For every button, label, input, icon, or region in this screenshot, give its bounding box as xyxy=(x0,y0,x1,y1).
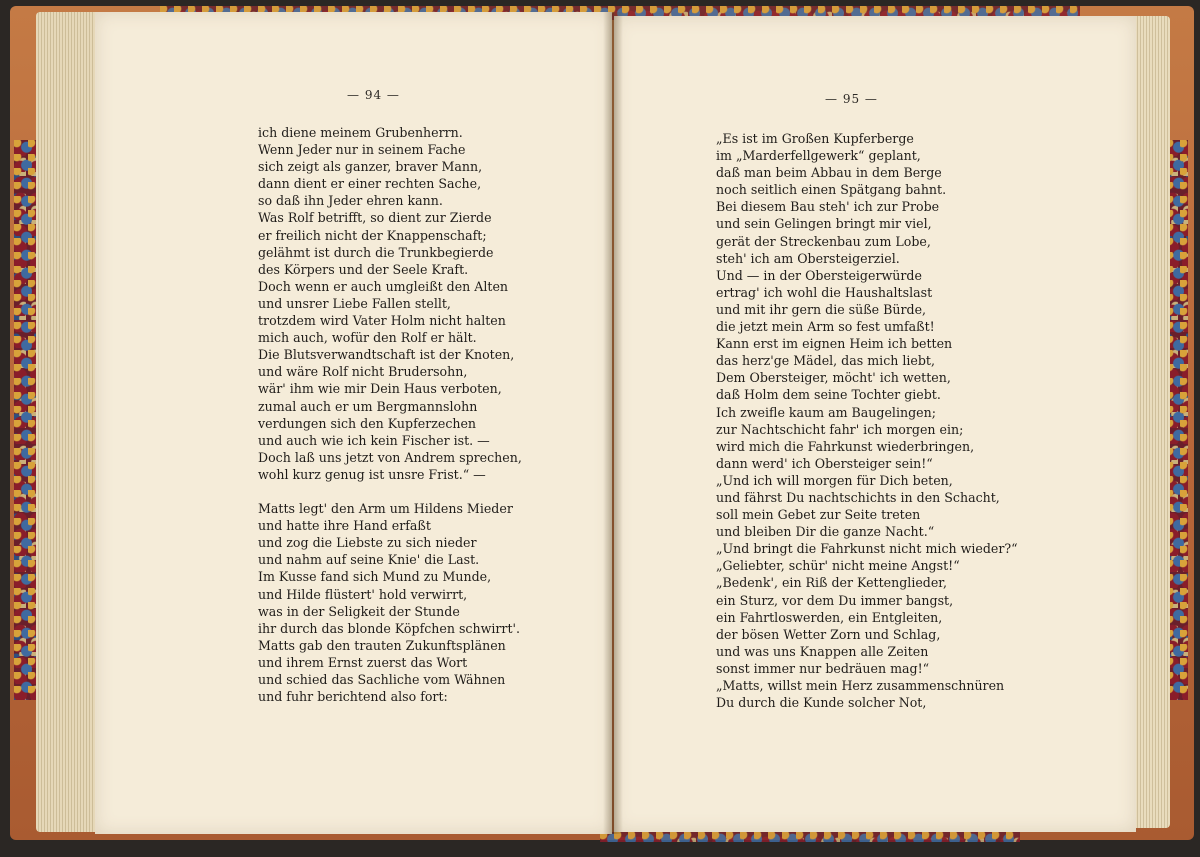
text-line: und sein Gelingen bringt mir viel, xyxy=(716,216,932,232)
text-line: zumal auch er um Bergmannslohn xyxy=(258,398,478,414)
text-line: Kann erst im eignen Heim ich betten xyxy=(716,336,953,352)
book-gutter xyxy=(603,12,623,834)
text-line: und fuhr berichtend also fort: xyxy=(258,689,448,705)
text-line: und zog die Liebste zu sich nieder xyxy=(258,535,477,551)
text-line: der bösen Wetter Zorn und Schlag, xyxy=(716,626,941,642)
text-line: „Matts, willst mein Herz zusammenschnüren xyxy=(716,678,1005,693)
left-page-text xyxy=(258,124,558,705)
text-line: ein Sturz, vor dem Du immer bangst, xyxy=(716,592,954,608)
text-line: Bei diesem Bau steh' ich zur Probe xyxy=(716,199,940,215)
text-line: Doch wenn er auch umgleißt den Alten xyxy=(258,278,509,294)
text-line: verdungen sich den Kupferzechen xyxy=(258,415,477,431)
text-line: Matts legt' den Arm um Hildens Mieder xyxy=(258,501,513,517)
text-line: ihr durch das blonde Köpfchen schwirrt'. xyxy=(258,620,520,636)
text-line: und ihrem Ernst zuerst das Wort xyxy=(258,654,468,670)
text-line: was in der Seligkeit der Stunde xyxy=(258,603,460,619)
text-line: Im Kusse fand sich Mund zu Munde, xyxy=(258,569,492,585)
text-line: und hatte ihre Hand erfaßt xyxy=(258,518,431,534)
text-line: so daß ihn Jeder ehren kann. xyxy=(258,193,443,209)
text-line: und nahm auf seine Knie' die Last. xyxy=(258,552,480,568)
text-line: und unsrer Liebe Fallen stellt, xyxy=(258,295,451,311)
text-line: ich diene meinem Grubenherrn. xyxy=(258,125,463,140)
text-line: Du durch die Kunde solcher Not, xyxy=(716,695,927,711)
text-line: dann werd' ich Obersteiger sein!“ xyxy=(716,455,933,471)
text-line: ertrag' ich wohl die Haushaltslast xyxy=(716,284,933,300)
marbled-endpaper-left xyxy=(14,140,36,700)
text-line: Und — in der Obersteigerwürde xyxy=(716,267,922,283)
text-line: wär' ihm wie mir Dein Haus verboten, xyxy=(258,381,502,397)
page-number-right: — 95 — xyxy=(825,92,878,106)
page-stack-left xyxy=(36,12,100,832)
text-line: wird mich die Fahrkunst wiederbringen, xyxy=(716,438,975,454)
text-line: trotzdem wird Vater Holm nicht halten xyxy=(258,313,506,329)
text-line xyxy=(258,483,558,500)
text-line: dann dient er einer rechten Sache, xyxy=(258,176,482,192)
text-line: die jetzt mein Arm so fest umfaßt! xyxy=(716,319,935,335)
text-line: gerät der Streckenbau zum Lobe, xyxy=(716,233,931,249)
text-line: und wäre Rolf nicht Brudersohn, xyxy=(258,364,468,380)
text-line: das herz'ge Mädel, das mich liebt, xyxy=(716,353,935,369)
text-line: noch seitlich einen Spätgang bahnt. xyxy=(716,182,947,198)
text-line: sich zeigt als ganzer, braver Mann, xyxy=(258,159,483,175)
text-line: Die Blutsverwandtschaft ist der Knoten, xyxy=(258,347,515,363)
text-line: „Und ich will morgen für Dich beten, xyxy=(716,472,953,488)
text-line: „Geliebter, schür' nicht meine Angst!“ xyxy=(716,558,960,574)
text-line: Matts gab den trauten Zukunftsplänen xyxy=(258,637,506,653)
text-line: und auch wie ich kein Fischer ist. — xyxy=(258,432,490,448)
text-line: mich auch, wofür den Rolf er hält. xyxy=(258,330,477,346)
text-line: „Bedenk', ein Riß der Kettenglieder, xyxy=(716,575,947,591)
text-line: und schied das Sachliche vom Wähnen xyxy=(258,672,506,687)
text-line: wohl kurz genug ist unsre Frist.“ — xyxy=(258,466,486,482)
right-page-text xyxy=(716,130,1036,711)
text-line: „Und bringt die Fahrkunst nicht mich wieder?“ xyxy=(716,541,1018,557)
text-line: ein Fahrtloswerden, ein Entgleiten, xyxy=(716,609,943,625)
text-line: Was Rolf betrifft, so dient zur Zierde xyxy=(258,210,492,226)
page-stack-right xyxy=(1132,16,1170,828)
text-line: sonst immer nur bedräuen mag!“ xyxy=(716,660,930,676)
text-line: gelähmt ist durch die Trunkbegierde xyxy=(258,244,494,260)
text-line: Doch laß uns jetzt von Andrem sprechen, xyxy=(258,449,522,465)
text-line: Wenn Jeder nur in seinem Fache xyxy=(258,142,466,158)
text-line: und bleiben Dir die ganze Nacht.“ xyxy=(716,524,935,540)
page-number-left: — 94 — xyxy=(347,88,400,102)
text-line: Dem Obersteiger, möcht' ich wetten, xyxy=(716,370,951,386)
text-line: „Es ist im Großen Kupferberge xyxy=(716,131,914,146)
text-line: und fährst Du nachtschichts in den Schacht, xyxy=(716,489,1000,505)
text-line: und was uns Knappen alle Zeiten xyxy=(716,643,929,659)
text-line: er freilich nicht der Knappenschaft; xyxy=(258,227,487,243)
text-line: daß Holm dem seine Tochter giebt. xyxy=(716,387,941,403)
text-line: Ich zweifle kaum am Baugelingen; xyxy=(716,404,936,420)
text-line: daß man beim Abbau in dem Berge xyxy=(716,165,942,181)
text-line: zur Nachtschicht fahr' ich morgen ein; xyxy=(716,421,964,437)
text-line: im „Marderfellgewerk“ geplant, xyxy=(716,148,921,164)
text-line: steh' ich am Obersteigerziel. xyxy=(716,250,900,266)
text-line: und Hilde flüstert' hold verwirrt, xyxy=(258,586,468,602)
text-line: und mit ihr gern die süße Bürde, xyxy=(716,301,927,317)
text-line: soll mein Gebet zur Seite treten xyxy=(716,507,921,523)
text-line: des Körpers und der Seele Kraft. xyxy=(258,261,469,277)
marbled-edge-bottom xyxy=(600,832,1020,842)
